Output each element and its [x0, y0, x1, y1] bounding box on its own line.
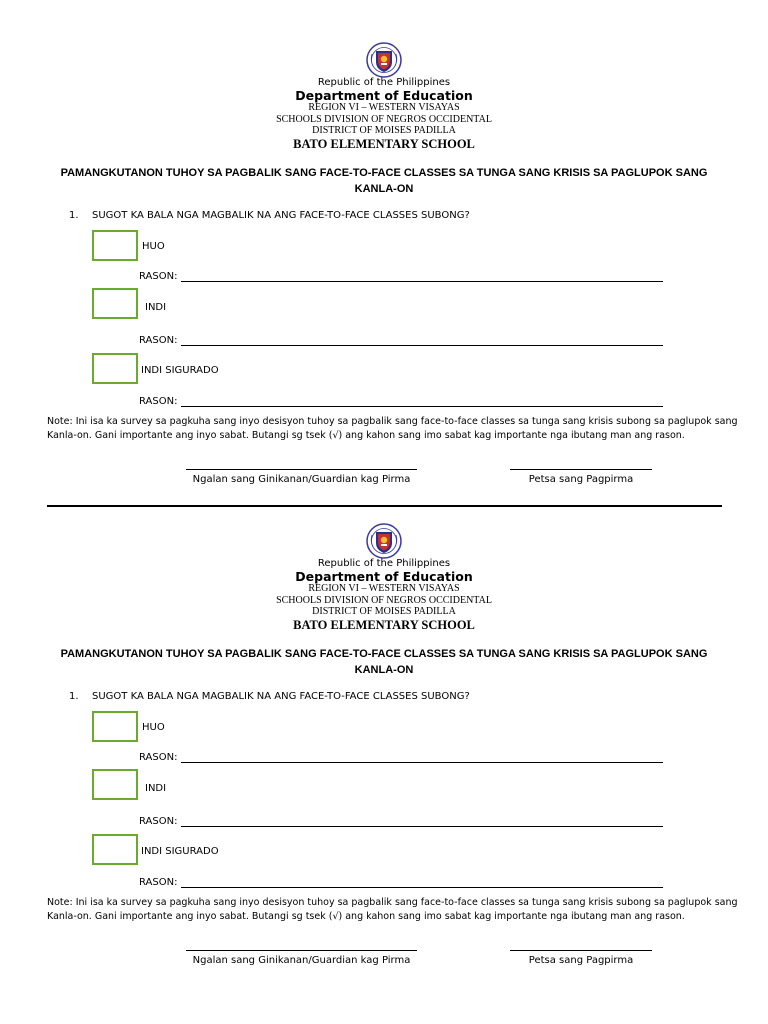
- signature-label: Ngalan sang Ginikanan/Guardian kag Pirma: [192, 474, 411, 485]
- rason-line[interactable]: [181, 336, 663, 346]
- rason-field-indi[interactable]: [139, 816, 663, 827]
- note-line1: Note: Ini isa ka survey sa pagkuha sang inyo desisyon tuhoy sa pagbalik sang face-to-face classes sa tunga sang krisis subong sa paglupok sang: [47, 416, 738, 427]
- school-name: BATO ELEMENTARY SCHOOL: [293, 618, 475, 632]
- checkbox-huo[interactable]: [92, 230, 138, 261]
- rason-label: RASON:: [139, 396, 178, 407]
- option-label-indi: INDI: [145, 783, 167, 794]
- district-text: DISTRICT OF MOISES PADILLA: [312, 606, 456, 617]
- division-text: SCHOOLS DIVISION OF NEGROS OCCIDENTAL: [276, 114, 492, 125]
- date-label: Petsa sang Pagpirma: [528, 474, 634, 485]
- rason-label: RASON:: [139, 335, 178, 346]
- rason-line[interactable]: [181, 753, 663, 763]
- survey-form-copy-2: [0, 481, 768, 981]
- division-text: SCHOOLS DIVISION OF NEGROS OCCIDENTAL: [276, 595, 492, 606]
- department-name: Department of Education: [295, 88, 473, 103]
- signature-line[interactable]: [186, 469, 417, 470]
- question-text: SUGOT KA BALA NGA MAGBALIK NA ANG FACE-TO-FACE CLASSES SUBONG?: [92, 691, 470, 702]
- rason-field-indi-sigurado[interactable]: [139, 396, 663, 407]
- deped-seal-icon: [366, 42, 402, 78]
- date-label: Petsa sang Pagpirma: [528, 955, 634, 966]
- rason-label: RASON:: [139, 877, 178, 888]
- checkbox-huo[interactable]: [92, 711, 138, 742]
- rason-label: RASON:: [139, 752, 178, 763]
- option-label-indi-sigurado: INDI SIGURADO: [141, 846, 219, 857]
- rason-line[interactable]: [181, 878, 663, 888]
- checkbox-indi-sigurado[interactable]: [92, 353, 138, 384]
- option-label-indi-sigurado: INDI SIGURADO: [141, 365, 219, 376]
- checkbox-indi[interactable]: [92, 288, 138, 319]
- survey-title-line2: KANLA-ON: [354, 183, 414, 195]
- survey-note: [47, 896, 738, 924]
- survey-form-copy-1: [0, 0, 768, 500]
- signature-line[interactable]: [186, 950, 417, 951]
- question-number: 1.: [69, 691, 79, 702]
- school-name: BATO ELEMENTARY SCHOOL: [293, 137, 475, 151]
- republic-text: Republic of the Philippines: [317, 77, 451, 88]
- rason-line[interactable]: [181, 817, 663, 827]
- note-line1: Note: Ini isa ka survey sa pagkuha sang inyo desisyon tuhoy sa pagbalik sang face-to-face classes sa tunga sang krisis subong sa paglupok sang: [47, 897, 738, 908]
- note-line2: Kanla-on. Gani importante ang inyo sabat. Butangi sg tsek (√) ang kahon sang imo sabat kag importante nga ibutang man ang rason.: [47, 430, 685, 441]
- question-text: SUGOT KA BALA NGA MAGBALIK NA ANG FACE-TO-FACE CLASSES SUBONG?: [92, 210, 470, 221]
- deped-seal-icon: [366, 523, 402, 559]
- survey-title-line1: PAMANGKUTANON TUHOY SA PAGBALIK SANG FACE-TO-FACE CLASSES SA TUNGA SANG KRISIS SA PAGLUPOK SANG: [60, 648, 708, 660]
- rason-line[interactable]: [181, 272, 663, 282]
- date-line[interactable]: [510, 469, 652, 470]
- survey-title-line2: KANLA-ON: [354, 664, 414, 676]
- option-label-indi: INDI: [145, 302, 167, 313]
- rason-field-huo[interactable]: [139, 271, 663, 282]
- district-text: DISTRICT OF MOISES PADILLA: [312, 125, 456, 136]
- rason-line[interactable]: [181, 397, 663, 407]
- option-label-huo: HUO: [142, 241, 165, 252]
- note-line2: Kanla-on. Gani importante ang inyo sabat. Butangi sg tsek (√) ang kahon sang imo sabat kag importante nga ibutang man ang rason.: [47, 911, 685, 922]
- region-text: REGION VI – WESTERN VISAYAS: [308, 102, 460, 113]
- republic-text: Republic of the Philippines: [317, 558, 451, 569]
- survey-note: [47, 415, 738, 443]
- date-line[interactable]: [510, 950, 652, 951]
- rason-label: RASON:: [139, 271, 178, 282]
- region-text: REGION VI – WESTERN VISAYAS: [308, 583, 460, 594]
- rason-field-indi-sigurado[interactable]: [139, 877, 663, 888]
- rason-field-indi[interactable]: [139, 335, 663, 346]
- survey-title-line1: PAMANGKUTANON TUHOY SA PAGBALIK SANG FACE-TO-FACE CLASSES SA TUNGA SANG KRISIS SA PAGLUPOK SANG: [60, 167, 708, 179]
- question-number: 1.: [69, 210, 79, 221]
- checkbox-indi[interactable]: [92, 769, 138, 800]
- department-name: Department of Education: [295, 569, 473, 584]
- rason-label: RASON:: [139, 816, 178, 827]
- option-label-huo: HUO: [142, 722, 165, 733]
- rason-field-huo[interactable]: [139, 752, 663, 763]
- checkbox-indi-sigurado[interactable]: [92, 834, 138, 865]
- survey-title: [60, 646, 708, 678]
- survey-title: [60, 165, 708, 197]
- signature-label: Ngalan sang Ginikanan/Guardian kag Pirma: [192, 955, 411, 966]
